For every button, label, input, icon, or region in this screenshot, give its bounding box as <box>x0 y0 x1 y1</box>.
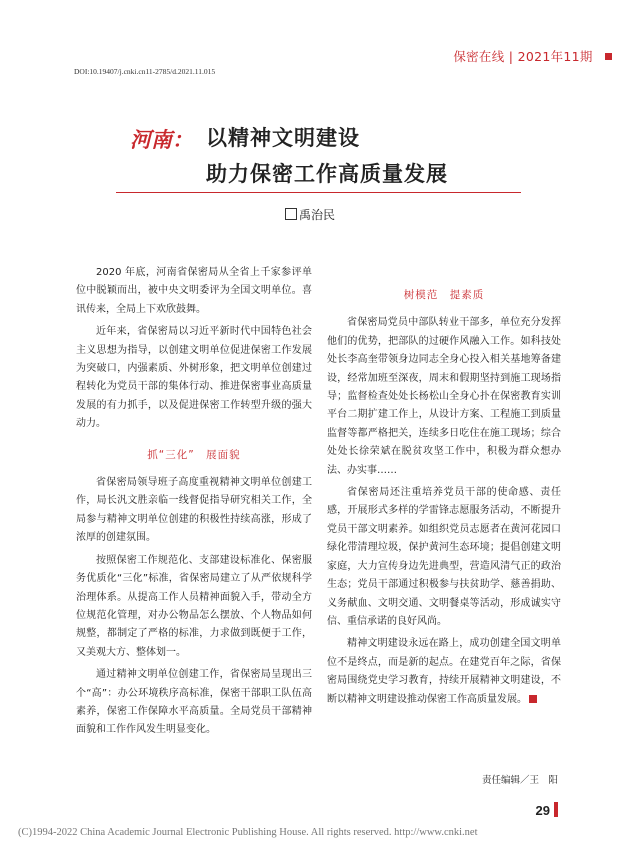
paragraph-final <box>327 635 561 709</box>
paragraph: 省保密局领导班子高度重视精神文明单位创建工作，局长汎文胜亲临一线督促指导研究相关工作，全局参与精神文明单位创建的积极性持续高涨，形成了浓厚的创建氛围。 <box>76 477 312 544</box>
journal-name: 保密在线 <box>453 49 505 64</box>
author-box-icon <box>285 208 297 220</box>
paragraph: 近年来，省保密局以习近平新时代中国特色社会主义思想为指导，以创建文明单位促进保密工作发展为突破口，内强素质、外树形象，把文明单位创建过程转化为党员干部的集体行动、推进保密事业高质量发展的有力抓手，以及促进保密工作转型升级的强大动力。 <box>76 326 312 430</box>
paragraph: 通过精神文明单位创建工作，省保密局呈现出三个“高”：办公环境秩序高标准，保密干部职工队伍高素养，保密工作保障水平高质量。全局党员干部精神面貌和工作作风发生明显变化。 <box>76 669 312 736</box>
journal-header <box>453 47 612 65</box>
title-line-1: 以精神文明建设 <box>206 126 360 150</box>
copyright-footer: (C)1994-2022 China Academic Journal Electronic Publishing House. All rights reserved. http://www.cnki.net <box>18 827 478 838</box>
section-heading: 树模范 提素质 <box>403 289 485 301</box>
title-region: 河南： <box>130 127 193 152</box>
title-line-2: 助力保密工作高质量发展 <box>206 162 448 186</box>
left-column <box>76 264 312 744</box>
page-bar-icon <box>554 802 558 817</box>
paragraph: 2020 年底，河南省保密局从全省上千家参评单位中脱颖而出，被中央文明委评为全国文明单位。喜讯传来，全局上下欢欣鼓舞。 <box>76 267 312 315</box>
title-divider <box>116 192 521 193</box>
author-byline <box>285 206 335 223</box>
final-text: 精神文明建设永远在路上，成功创建全国文明单位不是终点，而是新的起点。在建党百年之际，省保密局围绕党史学习教育，持续开展精神文明建设，不断以精神文明建设推动保密工作高质量发展。 <box>327 638 561 705</box>
paragraph: 省保密局党员中部队转业干部多，单位充分发挥他们的优势，把部队的过硬作风融入工作。如科技处处长李高奎带领身边同志全身心投入相关基地筹备建设，经常加班至深夜，周末和假期坚持到施工现场指导；监督检查处处长杨松山全身心扑在保密教育实训平台二期扩建工作上，从设计方案、工程施工到质量监督等都严格把关，连续多日吃住在施工现场；综合处处长徐荣斌在脱贫攻坚工作中，积极为群众想办法、办实事…… <box>327 317 561 476</box>
right-column <box>327 286 561 713</box>
author-name: 禹治民 <box>299 208 336 222</box>
paragraph: 省保密局还注重培养党员干部的使命感、责任感，开展形式多样的学雷锋志愿服务活动，不断提升党员干部文明素养。如组织党员志愿者在黄河花园口绿化带清理垃圾，保护黄河生态环境；提倡创建文明家庭，大力宣传身边先进典型，营造风清气正的政治生态；党员干部通过积极参与扶贫助学、慈善捐助、义务献血、文明交通、文明餐桌等活动，形成诚实守信、重信承诺的良好风尚。 <box>327 487 561 627</box>
paragraph: 按照保密工作规范化、支部建设标准化、保密服务优质化“三化”标准，省保密局建立了从严依规科学治理体系。从提高工作人员精神面貌入手，带动全方位规范化管理，对办公物品怎么摆放、个人物品如何规整，都制定了严格的标准，力求做到既便于工作，又美观大方、整体划一。 <box>76 554 312 658</box>
editor-credit: 责任编辑／王 阳 <box>481 775 558 786</box>
section-heading: 抓“三化” 展面貌 <box>147 448 241 461</box>
page-number-text: 29 <box>535 803 550 818</box>
page-number <box>536 802 558 818</box>
issue-label: 2021年11期 <box>517 49 593 64</box>
end-mark-icon <box>529 695 537 703</box>
header-square-icon <box>605 53 612 60</box>
doi-line: DOI:10.19407/j.cnki.cn11-2785/d.2021.11.015 <box>74 67 216 76</box>
header-separator: | <box>508 49 514 64</box>
